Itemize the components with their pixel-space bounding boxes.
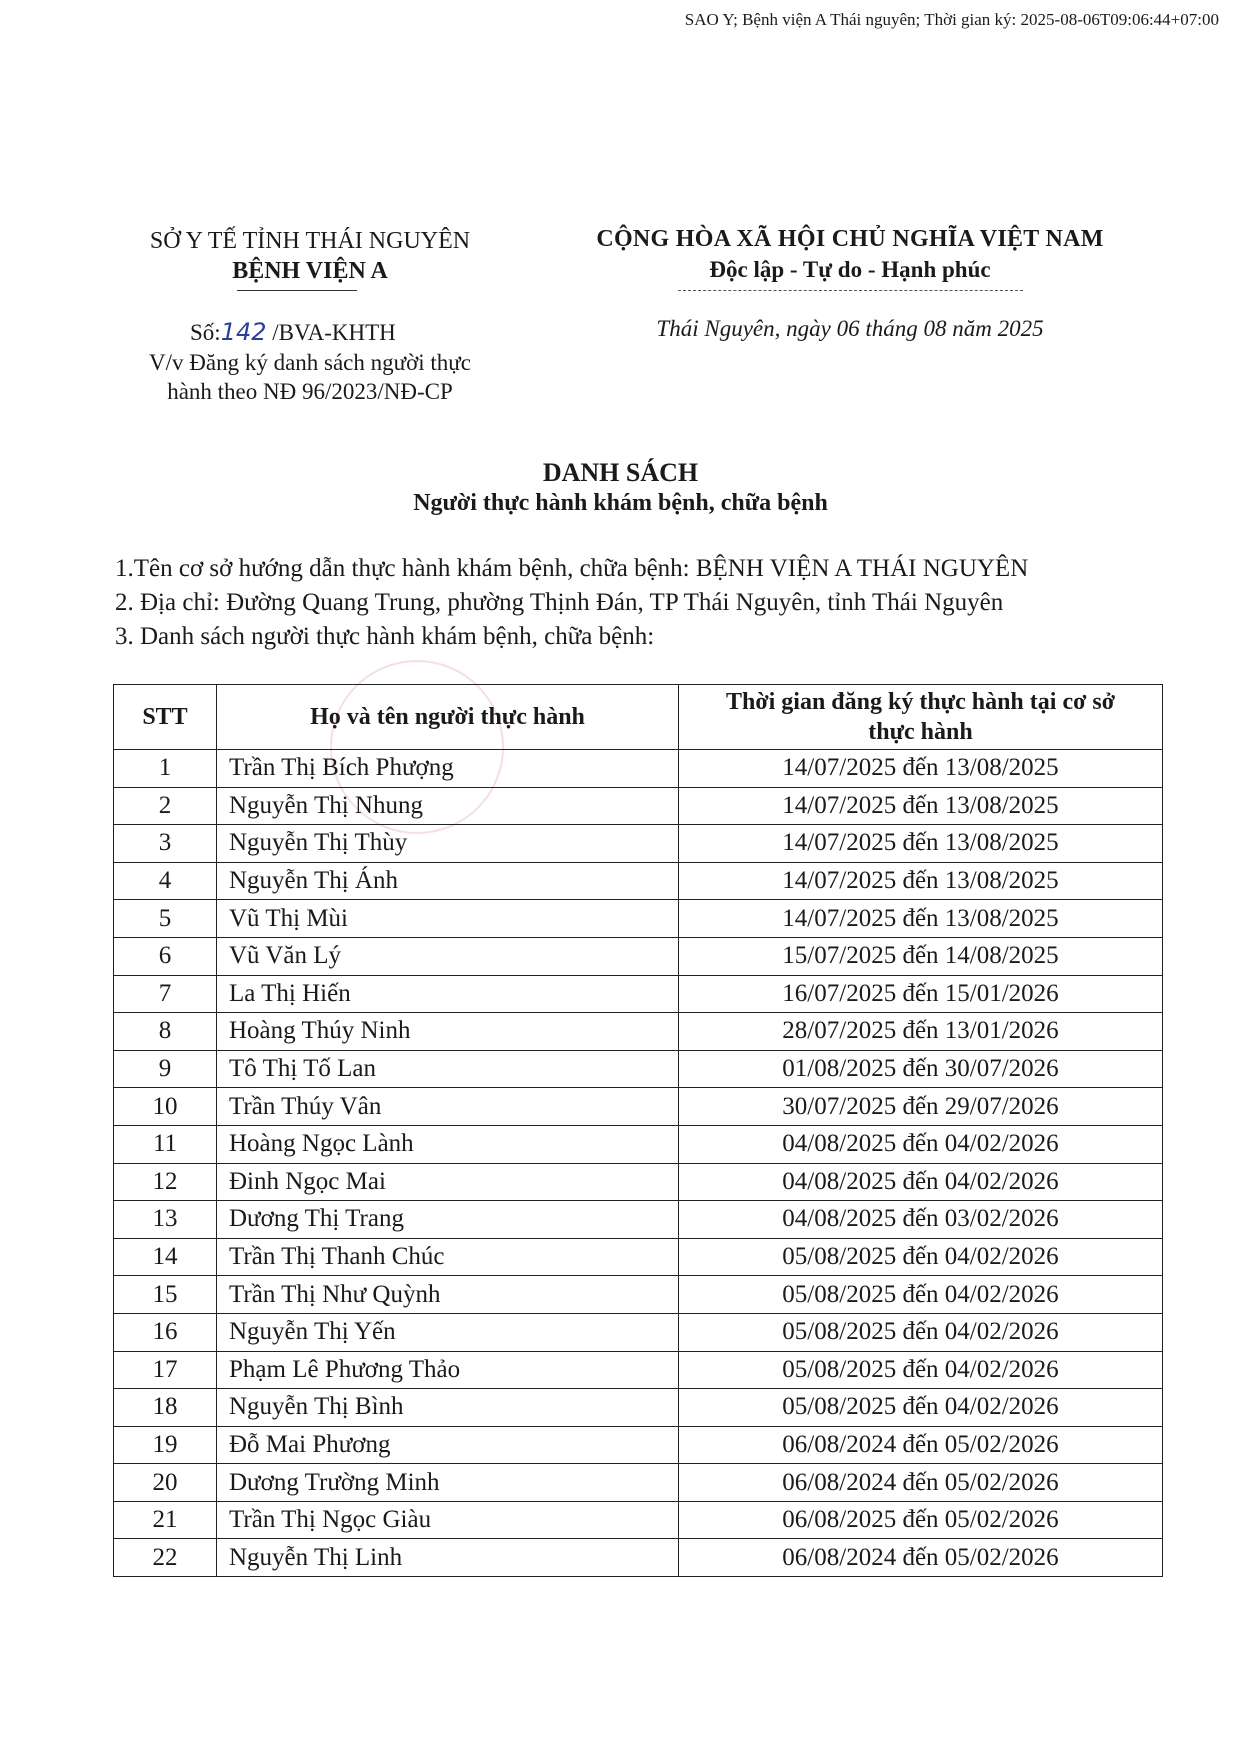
cell-stt: 22 xyxy=(114,1539,217,1577)
cell-stt: 14 xyxy=(114,1238,217,1276)
cell-name: Nguyễn Thị Thùy xyxy=(217,825,679,863)
table-row xyxy=(114,1276,1163,1314)
national-motto: Độc lập - Tự do - Hạnh phúc xyxy=(709,257,991,282)
cell-stt: 7 xyxy=(114,975,217,1013)
cell-time: 05/08/2025 đến 04/02/2026 xyxy=(679,1351,1163,1389)
cell-name: Dương Thị Trang xyxy=(217,1201,679,1239)
cell-stt: 9 xyxy=(114,1050,217,1088)
cell-time: 01/08/2025 đến 30/07/2026 xyxy=(679,1050,1163,1088)
header-stt: STT xyxy=(114,685,217,750)
cell-time: 05/08/2025 đến 04/02/2026 xyxy=(679,1389,1163,1427)
cell-stt: 13 xyxy=(114,1201,217,1239)
info-facility: 1.Tên cơ sở hướng dẫn thực hành khám bệnh, chữa bệnh: BỆNH VIỆN A THÁI NGUYÊN xyxy=(115,555,1029,582)
table-header-row xyxy=(114,685,1163,750)
cell-time: 14/07/2025 đến 13/08/2025 xyxy=(679,900,1163,938)
place-date: Thái Nguyên, ngày 06 tháng 08 năm 2025 xyxy=(656,316,1044,341)
cell-name: Phạm Lê Phương Thảo xyxy=(217,1351,679,1389)
header-time-line-1: Thời gian đăng ký thực hành tại cơ sở xyxy=(725,689,1116,715)
cell-time: 06/08/2025 đến 05/02/2026 xyxy=(679,1501,1163,1539)
cell-stt: 15 xyxy=(114,1276,217,1314)
header-name: Họ và tên người thực hành xyxy=(217,685,679,750)
cell-name: Trần Thị Như Quỳnh xyxy=(217,1276,679,1314)
cell-name: La Thị Hiến xyxy=(217,975,679,1013)
national-title: CỘNG HÒA XÃ HỘI CHỦ NGHĨA VIỆT NAM xyxy=(596,226,1104,252)
cell-name: Hoàng Ngọc Lành xyxy=(217,1125,679,1163)
cell-name: Trần Thúy Vân xyxy=(217,1088,679,1126)
cell-stt: 12 xyxy=(114,1163,217,1201)
table-row xyxy=(114,1163,1163,1201)
cell-name: Vũ Văn Lý xyxy=(217,937,679,975)
document-subject xyxy=(90,348,530,406)
cell-stt: 11 xyxy=(114,1125,217,1163)
cell-time: 14/07/2025 đến 13/08/2025 xyxy=(679,825,1163,863)
cell-stt: 8 xyxy=(114,1013,217,1051)
table-row xyxy=(114,1539,1163,1577)
document-title: DANH SÁCH xyxy=(542,458,699,487)
cell-name: Trần Thị Bích Phượng xyxy=(217,750,679,788)
cell-time: 30/07/2025 đến 29/07/2026 xyxy=(679,1088,1163,1126)
doc-number-prefix: Số: xyxy=(190,320,221,345)
cell-name: Tô Thị Tố Lan xyxy=(217,1050,679,1088)
cell-time: 14/07/2025 đến 13/08/2025 xyxy=(679,787,1163,825)
table-row xyxy=(114,1013,1163,1051)
cell-name: Nguyễn Thị Ánh xyxy=(217,862,679,900)
table-row xyxy=(114,1088,1163,1126)
practitioner-table xyxy=(113,684,1163,1577)
table-row xyxy=(114,750,1163,788)
cell-time: 04/08/2025 đến 04/02/2026 xyxy=(679,1125,1163,1163)
cell-time: 15/07/2025 đến 14/08/2025 xyxy=(679,937,1163,975)
organization-name: BỆNH VIỆN A xyxy=(232,258,388,284)
cell-time: 04/08/2025 đến 03/02/2026 xyxy=(679,1201,1163,1239)
cell-time: 05/08/2025 đến 04/02/2026 xyxy=(679,1276,1163,1314)
digital-signature-stamp: SAO Y; Bệnh viện A Thái nguyên; Thời gian ký: 2025-08-06T09:06:44+07:00 xyxy=(684,10,1219,29)
cell-stt: 10 xyxy=(114,1088,217,1126)
table-row xyxy=(114,787,1163,825)
document-subtitle: Người thực hành khám bệnh, chữa bệnh xyxy=(413,490,828,516)
cell-time: 04/08/2025 đến 04/02/2026 xyxy=(679,1163,1163,1201)
table-row xyxy=(114,1351,1163,1389)
motto-underline xyxy=(678,290,1023,291)
cell-stt: 4 xyxy=(114,862,217,900)
cell-name: Dương Trường Minh xyxy=(217,1464,679,1502)
table-row xyxy=(114,1313,1163,1351)
parent-organization: SỞ Y TẾ TỈNH THÁI NGUYÊN xyxy=(149,228,471,254)
cell-stt: 2 xyxy=(114,787,217,825)
cell-name: Trần Thị Thanh Chúc xyxy=(217,1238,679,1276)
table-row xyxy=(114,1238,1163,1276)
doc-number-suffix: /BVA-KHTH xyxy=(272,320,396,345)
cell-name: Nguyễn Thị Linh xyxy=(217,1539,679,1577)
table-row xyxy=(114,1426,1163,1464)
table-row xyxy=(114,825,1163,863)
cell-stt: 21 xyxy=(114,1501,217,1539)
info-list-label: 3. Danh sách người thực hành khám bệnh, chữa bệnh: xyxy=(115,623,655,650)
cell-name: Hoàng Thúy Ninh xyxy=(217,1013,679,1051)
cell-name: Nguyễn Thị Nhung xyxy=(217,787,679,825)
table-row xyxy=(114,1501,1163,1539)
organization-underline xyxy=(237,290,357,291)
subject-line-1: V/v Đăng ký danh sách người thực xyxy=(149,350,471,375)
table-row xyxy=(114,1201,1163,1239)
cell-name: Nguyễn Thị Bình xyxy=(217,1389,679,1427)
table-row xyxy=(114,1050,1163,1088)
subject-line-2: hành theo NĐ 96/2023/NĐ-CP xyxy=(167,379,453,404)
cell-stt: 6 xyxy=(114,937,217,975)
cell-time: 28/07/2025 đến 13/01/2026 xyxy=(679,1013,1163,1051)
header-time xyxy=(679,685,1163,750)
cell-time: 05/08/2025 đến 04/02/2026 xyxy=(679,1238,1163,1276)
table-row xyxy=(114,1464,1163,1502)
cell-name: Trần Thị Ngọc Giàu xyxy=(217,1501,679,1539)
cell-stt: 17 xyxy=(114,1351,217,1389)
cell-name: Đinh Ngọc Mai xyxy=(217,1163,679,1201)
table-row xyxy=(114,1125,1163,1163)
cell-name: Đỗ Mai Phương xyxy=(217,1426,679,1464)
cell-name: Vũ Thị Mùi xyxy=(217,900,679,938)
cell-stt: 16 xyxy=(114,1313,217,1351)
cell-time: 06/08/2024 đến 05/02/2026 xyxy=(679,1539,1163,1577)
cell-time: 05/08/2025 đến 04/02/2026 xyxy=(679,1313,1163,1351)
table-row xyxy=(114,1389,1163,1427)
cell-stt: 5 xyxy=(114,900,217,938)
cell-stt: 20 xyxy=(114,1464,217,1502)
cell-time: 06/08/2024 đến 05/02/2026 xyxy=(679,1426,1163,1464)
table-row xyxy=(114,937,1163,975)
cell-time: 14/07/2025 đến 13/08/2025 xyxy=(679,750,1163,788)
doc-number-handwritten: 142 xyxy=(220,318,267,346)
cell-stt: 18 xyxy=(114,1389,217,1427)
table-row xyxy=(114,975,1163,1013)
cell-time: 06/08/2024 đến 05/02/2026 xyxy=(679,1464,1163,1502)
cell-stt: 19 xyxy=(114,1426,217,1464)
cell-time: 14/07/2025 đến 13/08/2025 xyxy=(679,862,1163,900)
cell-stt: 1 xyxy=(114,750,217,788)
header-time-line-2: thực hành xyxy=(868,719,973,745)
cell-time: 16/07/2025 đến 15/01/2026 xyxy=(679,975,1163,1013)
table-row xyxy=(114,900,1163,938)
cell-name: Nguyễn Thị Yến xyxy=(217,1313,679,1351)
document-number xyxy=(190,318,396,346)
table-row xyxy=(114,862,1163,900)
info-address: 2. Địa chỉ: Đường Quang Trung, phường Thịnh Đán, TP Thái Nguyên, tỉnh Thái Nguyên xyxy=(115,589,1004,616)
cell-stt: 3 xyxy=(114,825,217,863)
